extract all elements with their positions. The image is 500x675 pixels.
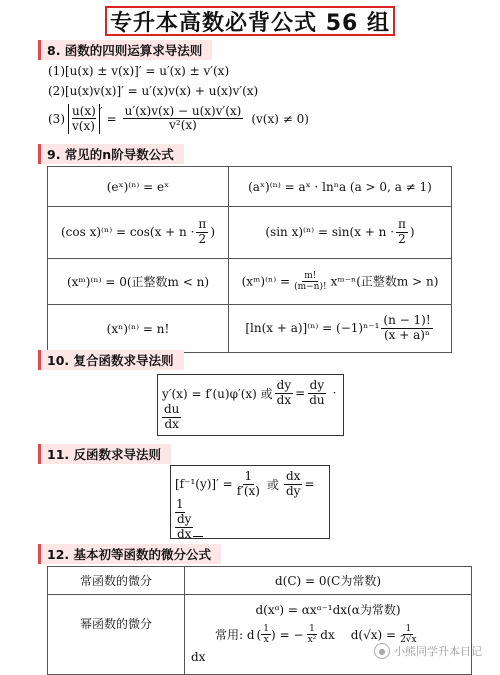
cos-formula: (cos x)⁽ⁿ⁾ = cos(x + n ·	[61, 225, 195, 239]
chain-dot: ·	[332, 386, 337, 401]
common-label: 常用: d	[215, 628, 255, 643]
frac-den: du	[309, 392, 325, 407]
frac-num: π	[198, 217, 207, 232]
power-tail: xᵐ⁻ⁿ(正整数m > n)	[330, 274, 439, 288]
frac-den: dx	[276, 392, 292, 407]
section-10-heading: 10. 复合函数求导法则	[38, 350, 184, 370]
rule-quotient	[48, 104, 309, 134]
frac-num: dx	[286, 469, 301, 483]
table-row	[48, 259, 452, 305]
frac-den: 2	[398, 232, 406, 246]
table-cell: (eˣ)⁽ⁿ⁾ = eˣ	[48, 167, 229, 207]
frac-num: m!	[304, 270, 317, 281]
frac-num: du	[164, 402, 180, 416]
table-row	[48, 595, 472, 675]
table-cell	[229, 259, 452, 305]
chain-frac-1	[275, 379, 293, 408]
sin-close: )	[409, 225, 415, 239]
section-11-heading: 11. 反函数求导法则	[38, 444, 171, 464]
frac-den: (m−n)!	[294, 282, 327, 292]
inverse-pre: [f⁻¹(y)]′ =	[175, 477, 233, 492]
nth-derivative-table	[47, 166, 452, 353]
frac-den: 2	[198, 232, 207, 246]
inverse-frac-3-num: 1	[176, 497, 184, 511]
inverse-frac-2	[284, 470, 302, 499]
frac-den: x	[263, 635, 269, 646]
chain-frac-3-inner	[162, 403, 181, 432]
sqrt-formula: d(√x) =	[350, 627, 397, 642]
table-cell: (xᵐ)⁽ⁿ⁾ = 0(正整数m < n)	[48, 259, 229, 305]
frac-den: dx	[164, 416, 179, 431]
frac-den: f′(x)	[236, 483, 260, 498]
ln-fraction	[381, 314, 432, 343]
frac-num: 1	[405, 624, 412, 634]
ln-formula: [ln(x + a)]⁽ⁿ⁾ = (−1)ⁿ⁻¹	[245, 321, 380, 335]
power-tail-dx: dx	[191, 649, 206, 664]
inverse-frac-1	[235, 470, 262, 499]
table-cell	[229, 305, 452, 353]
table-cell	[48, 207, 229, 259]
table-cell: (xⁿ)⁽ⁿ⁾ = n!	[48, 305, 229, 353]
frac-line	[193, 536, 203, 537]
power-fraction	[292, 271, 329, 293]
common-dx: dx	[320, 627, 335, 642]
cos-fraction	[196, 218, 208, 247]
inverse-rule-line	[175, 470, 315, 499]
section-12-heading: 12. 基本初等函数的微分公式	[38, 544, 221, 564]
quotient-eq: =	[106, 111, 117, 126]
watermark	[374, 643, 482, 659]
inverse-or: 或	[266, 477, 279, 492]
frac-num: 1	[244, 469, 253, 483]
rule-sum: (1)[u(x) ± v(x)]′ = u′(x) ± v′(x)	[48, 64, 230, 78]
power-formula: (xᵐ)⁽ⁿ⁾ =	[241, 274, 291, 288]
page-title: 专升本高数必背公式 56 组	[105, 6, 395, 36]
inverse-frac-3	[175, 498, 203, 541]
paren-close: )	[270, 627, 276, 642]
inverse-eq: =	[304, 477, 315, 492]
quotient-condition: (v(x) ≠ 0)	[251, 111, 309, 126]
inverse-rule-box	[170, 465, 330, 539]
watermark-icon: ●	[374, 643, 390, 659]
chain-rule-box	[157, 374, 344, 436]
table-cell: (aˣ)⁽ⁿ⁾ = aˣ · lnⁿa (a > 0, a ≠ 1)	[229, 167, 452, 207]
chain-frac-3	[162, 403, 181, 432]
watermark-text: 小熊同学升本日记	[394, 645, 482, 658]
rule-quotient-prefix: (3)	[48, 111, 65, 126]
quotient-bracket	[68, 104, 100, 134]
rule-product: (2)[u(x)v(x)]′ = u′(x)v(x) + u(x)v′(x)	[48, 84, 259, 98]
table-row	[48, 305, 452, 353]
frac-num: π	[398, 217, 406, 232]
table-cell: d(C) = 0(C为常数)	[185, 567, 472, 595]
frac-den: (x + a)ⁿ	[383, 328, 431, 342]
frac-num: 1	[263, 624, 269, 634]
frac-den: dx	[177, 526, 192, 541]
common-frac-1	[306, 624, 319, 646]
table-cell	[229, 207, 452, 259]
chain-rule-pre: y′(x) = f′(u)φ′(x) 或	[162, 386, 273, 401]
inverse-frac-3-den	[175, 513, 203, 542]
quotient-v: v(x)	[72, 119, 95, 134]
quotient-fraction	[123, 105, 244, 134]
quotient-numerator: u′(x)v(x) − u(x)v′(x)	[124, 103, 242, 118]
frac-den: x²	[307, 635, 317, 646]
common-eq: = −	[279, 627, 304, 642]
sin-formula: (sin x)⁽ⁿ⁾ = sin(x + n ·	[265, 225, 395, 239]
sin-fraction	[396, 218, 408, 247]
table-row	[48, 167, 452, 207]
chain-rule-line	[162, 379, 336, 408]
cos-close: )	[210, 225, 215, 239]
inverse-inner-frac	[175, 513, 193, 542]
chain-eq: =	[295, 386, 306, 401]
table-row	[48, 567, 472, 595]
frac-num: 1	[309, 624, 315, 634]
table-row	[48, 207, 452, 259]
chain-frac-2	[307, 379, 326, 408]
frac-den: 2√x	[400, 635, 417, 646]
paren-open: (	[256, 627, 262, 642]
quotient-prime: ′	[99, 104, 103, 119]
frac-den: dy	[286, 483, 301, 498]
quotient-denominator: v²(x)	[169, 118, 197, 133]
section-9-heading: 9. 常见的n阶导数公式	[38, 144, 184, 164]
quotient-u: u(x)	[72, 104, 96, 118]
power-differential: d(xᵅ) = αxᵅ⁻¹dx(α为常数)	[255, 603, 401, 617]
frac-num: dy	[309, 378, 325, 392]
table-cell: 幂函数的微分	[48, 595, 185, 675]
frac-num: (n − 1)!	[383, 313, 431, 328]
section-8-heading: 8. 函数的四则运算求导法则	[38, 40, 212, 60]
common-frac-paren	[261, 624, 271, 646]
table-cell	[185, 595, 472, 675]
frac-num: dy	[276, 378, 292, 392]
frac-num: dy	[177, 511, 192, 526]
table-cell: 常函数的微分	[48, 567, 185, 595]
